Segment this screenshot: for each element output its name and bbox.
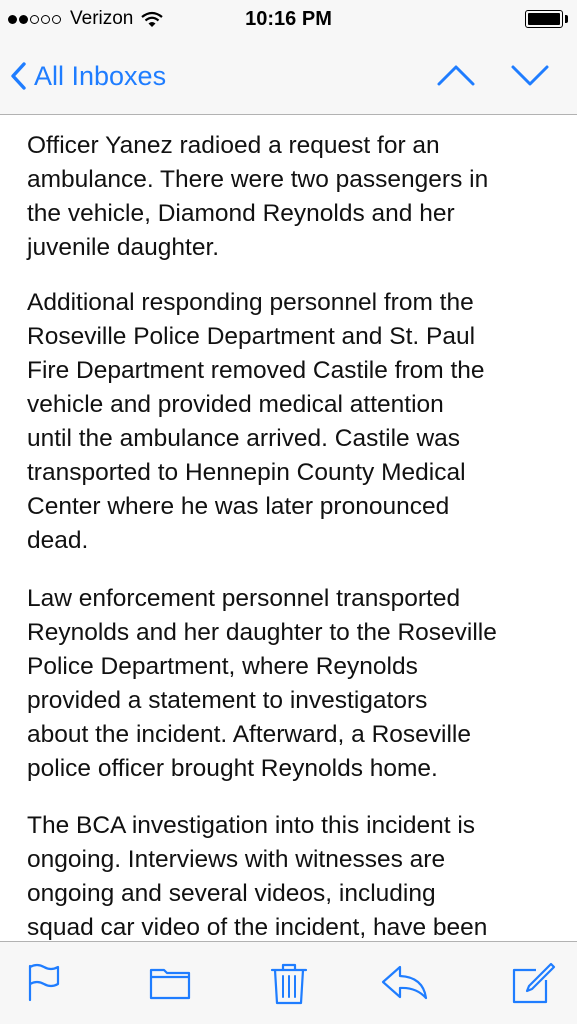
- message-paragraph: Officer Yanez radioed a request for an ambulance. There were two passengers in the vehicle, Diamond Reynolds and her juvenile daughter.: [27, 132, 489, 261]
- bottom-toolbar: [0, 941, 577, 1024]
- trash-icon: [270, 962, 308, 1006]
- back-button-label: All Inboxes: [34, 60, 167, 91]
- chevron-up-icon: [436, 60, 476, 90]
- previous-message-button[interactable]: [436, 60, 476, 95]
- message-body[interactable]: [0, 115, 577, 941]
- status-bar: [0, 0, 577, 40]
- chevron-down-icon: [510, 60, 550, 90]
- move-to-folder-button[interactable]: [148, 962, 192, 1007]
- battery-level: [528, 13, 560, 25]
- flag-button[interactable]: [26, 962, 62, 1007]
- chevron-left-icon: [10, 62, 26, 90]
- battery-icon: [525, 10, 563, 28]
- delete-button[interactable]: [270, 962, 308, 1011]
- battery-cap: [565, 15, 568, 23]
- carrier-name: Verizon: [70, 8, 134, 29]
- message-paragraph: The BCA investigation into this incident is ongoing. Interviews with witnesses are ongoing and several videos, including squad car video of the incident, have been: [27, 812, 488, 941]
- flag-icon: [26, 962, 62, 1002]
- next-message-button[interactable]: [510, 60, 550, 95]
- message-paragraph: Law enforcement personnel transported Reynolds and her daughter to the Roseville Police Department, where Reynolds provided a statement to investigators about the incident. Afterward, a Roseville police officer brought Reynolds home.: [27, 585, 497, 782]
- folder-icon: [148, 962, 192, 1002]
- back-button[interactable]: [10, 54, 166, 98]
- reply-button[interactable]: [380, 962, 430, 1007]
- compose-icon: [510, 962, 556, 1006]
- compose-button[interactable]: [510, 962, 556, 1011]
- navigation-bar: [0, 40, 577, 115]
- reply-icon: [380, 962, 430, 1002]
- status-time: 10:16 PM: [245, 8, 332, 30]
- message-paragraph: Additional responding personnel from the Roseville Police Department and St. Paul Fire Department removed Castile from the vehicle and provided medical attention until the ambulance arrived. Castile was transported to Hennepin County Medical Center where he was later pronounced dead.: [27, 289, 485, 554]
